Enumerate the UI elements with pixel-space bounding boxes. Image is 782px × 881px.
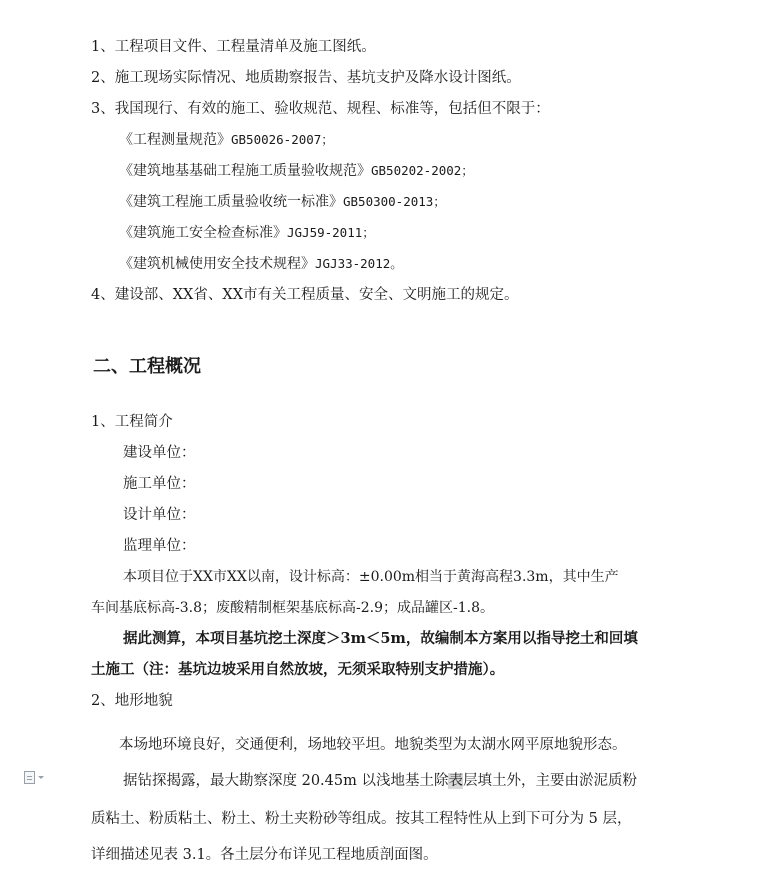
basis-item-4: 4、建设部、XX省、XX市有关工程质量、安全、文明施工的规定。: [91, 287, 519, 303]
reference-code: GB50300-2013；: [343, 194, 446, 209]
reference-1: [119, 130, 334, 150]
unit-construction: 建设单位：: [123, 445, 196, 461]
bold-paragraph-line-2: 土施工（注：基坑边坡采用自然放坡，无须采取特别支护措施）。: [91, 661, 505, 678]
subsection-title-2: 2、地形地貌: [91, 693, 173, 709]
reference-4: [119, 223, 375, 243]
unit-contractor: 施工单位：: [123, 476, 196, 492]
chevron-down-icon: [38, 776, 44, 779]
unit-supervisor: 监理单位：: [123, 538, 196, 554]
drilling-paragraph-line-3: 详细描述见表 3.1。各土层分布详见工程地质剖面图。: [91, 847, 438, 863]
drilling-paragraph-line-1: [123, 771, 637, 791]
reference-2: [119, 161, 474, 181]
bold-paragraph-line-1: 据此测算，本项目基坑挖土深度＞3m＜5m，故编制本方案用以指导挖土和回填: [123, 630, 638, 647]
subsection-title-1: 1、工程简介: [91, 414, 173, 430]
reference-3: [119, 192, 446, 212]
drilling-text-b: 层填土外，主要由淤泥质粉: [462, 773, 637, 789]
drilling-paragraph-line-2: 质粘土、粉质粘土、粉土、粉土夹粉砂等组成。按其工程特性从上到下可分为 5 层，: [91, 811, 632, 827]
project-paragraph-line-2: 车间基底标高-3.8；废酸精制框架基底标高-2.9；成品罐区-1.8。: [91, 600, 494, 616]
selection-highlight: 表: [448, 773, 463, 789]
document-icon[interactable]: [24, 768, 52, 786]
reference-code: JGJ59-2011；: [287, 225, 375, 240]
reference-name: 《建筑机械使用安全技术规程》: [119, 256, 315, 272]
terrain-paragraph: 本场地环境良好，交通便利，场地较平坦。地貌类型为太湖水网平原地貌形态。: [119, 737, 627, 753]
unit-designer: 设计单位：: [123, 507, 196, 523]
section-heading: 二、工程概况: [93, 356, 201, 377]
reference-5: [119, 254, 403, 274]
reference-name: 《工程测量规范》: [119, 132, 231, 148]
reference-code: GB50202-2002；: [371, 163, 474, 178]
drilling-text-a: 据钻探揭露，最大勘察深度 20.45m 以浅地基土除: [123, 773, 449, 789]
basis-item-1: 1、工程项目文件、工程量清单及施工图纸。: [91, 39, 376, 55]
basis-item-3: 3、我国现行、有效的施工、验收规范、规程、标准等，包括但不限于：: [91, 101, 550, 117]
basis-item-2: 2、施工现场实际情况、地质勘察报告、基坑支护及降水设计图纸。: [91, 70, 521, 86]
reference-name: 《建筑施工安全检查标准》: [119, 225, 287, 241]
reference-name: 《建筑工程施工质量验收统一标准》: [119, 194, 343, 210]
reference-code: JGJ33-2012。: [315, 256, 403, 271]
reference-code: GB50026-2007；: [231, 132, 334, 147]
reference-name: 《建筑地基基础工程施工质量验收规范》: [119, 163, 371, 179]
page-sheet-icon: [24, 771, 35, 784]
project-paragraph-line-1: 本项目位于XX市XX以南，设计标高：±0.00m相当于黄海高程3.3m，其中生产: [123, 569, 619, 585]
